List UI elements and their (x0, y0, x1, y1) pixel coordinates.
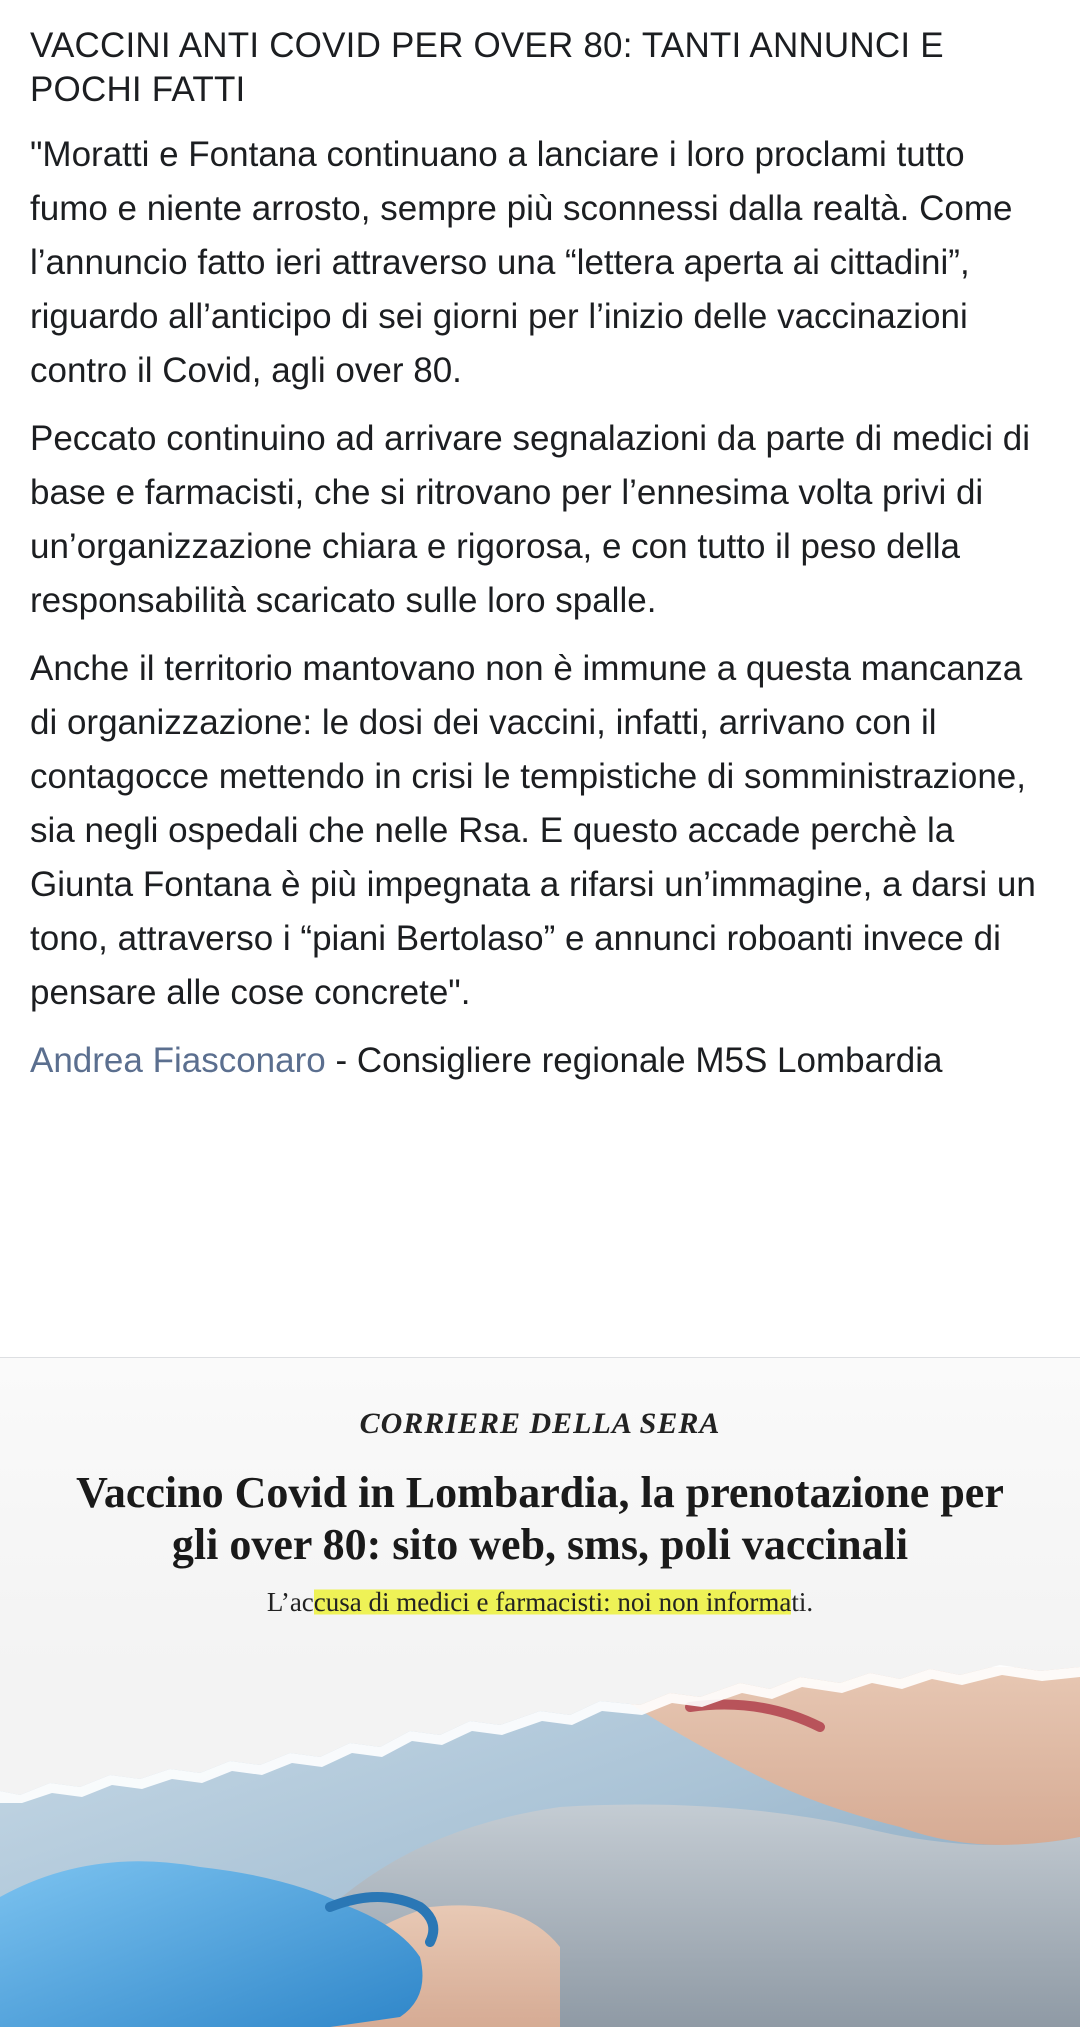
post-paragraph-1: "Moratti e Fontana continuano a lanciare i loro proclami tutto fumo e niente arrosto, sempre più sconnessi dalla realtà. Come l’annuncio fatto ieri attraverso una “lettera aperta ai cittadini”, riguardo all’anticipo di sei giorni per l’inizio delle vaccinazioni contro il Covid, agli over 80. (30, 135, 1013, 390)
subline-end: ti. (791, 1587, 814, 1617)
subline-start: L’ac (266, 1587, 314, 1617)
newspaper-clipping (0, 1357, 1080, 1667)
post-paragraph-2: Peccato continuino ad arrivare segnalazioni da parte di medici di base e farmacisti, che si ritrovano per l’ennesima volta privi di un’organizzazione chiara e rigorosa, e con tutto il peso della responsabilità scaricato sulle loro spalle. (30, 419, 1031, 620)
source-masthead: CORRIERE DELLA SERA (359, 1407, 721, 1440)
post-paragraph-3: Anche il territorio mantovano non è immune a questa mancanza di organizzazione: le dosi dei vaccini, infatti, arrivano con il contagocce mettendo in crisi le tempistiche di somministrazione, sia negli ospedali che nelle Rsa. E questo accade perchè la Giunta Fontana è più impegnata a rifarsi un’immagine, a darsi un tono, attraverso i “piani Bertolaso” e annunci roboanti invece di pensare alle cose concrete". (30, 649, 1036, 1012)
subline-highlighted: cusa di medici e farmacisti: noi non informa (313, 1587, 792, 1617)
author-link[interactable]: Andrea Fiasconaro (30, 1041, 326, 1080)
link-preview-card[interactable] (0, 1357, 1080, 2027)
card-divider (0, 1357, 1080, 1358)
torn-paper-edge (0, 1657, 1080, 1807)
article-headline: Vaccino Covid in Lombardia, la prenotazione per gli over 80: sito web, sms, poli vaccinali (76, 1468, 1004, 1569)
author-role: - Consigliere regionale M5S Lombardia (325, 1041, 943, 1080)
post-signature (30, 1034, 1050, 1088)
post-title: VACCINI ANTI COVID PER OVER 80: TANTI ANNUNCI E POCHI FATTI (30, 26, 944, 109)
article-subline (0, 1587, 1080, 1618)
